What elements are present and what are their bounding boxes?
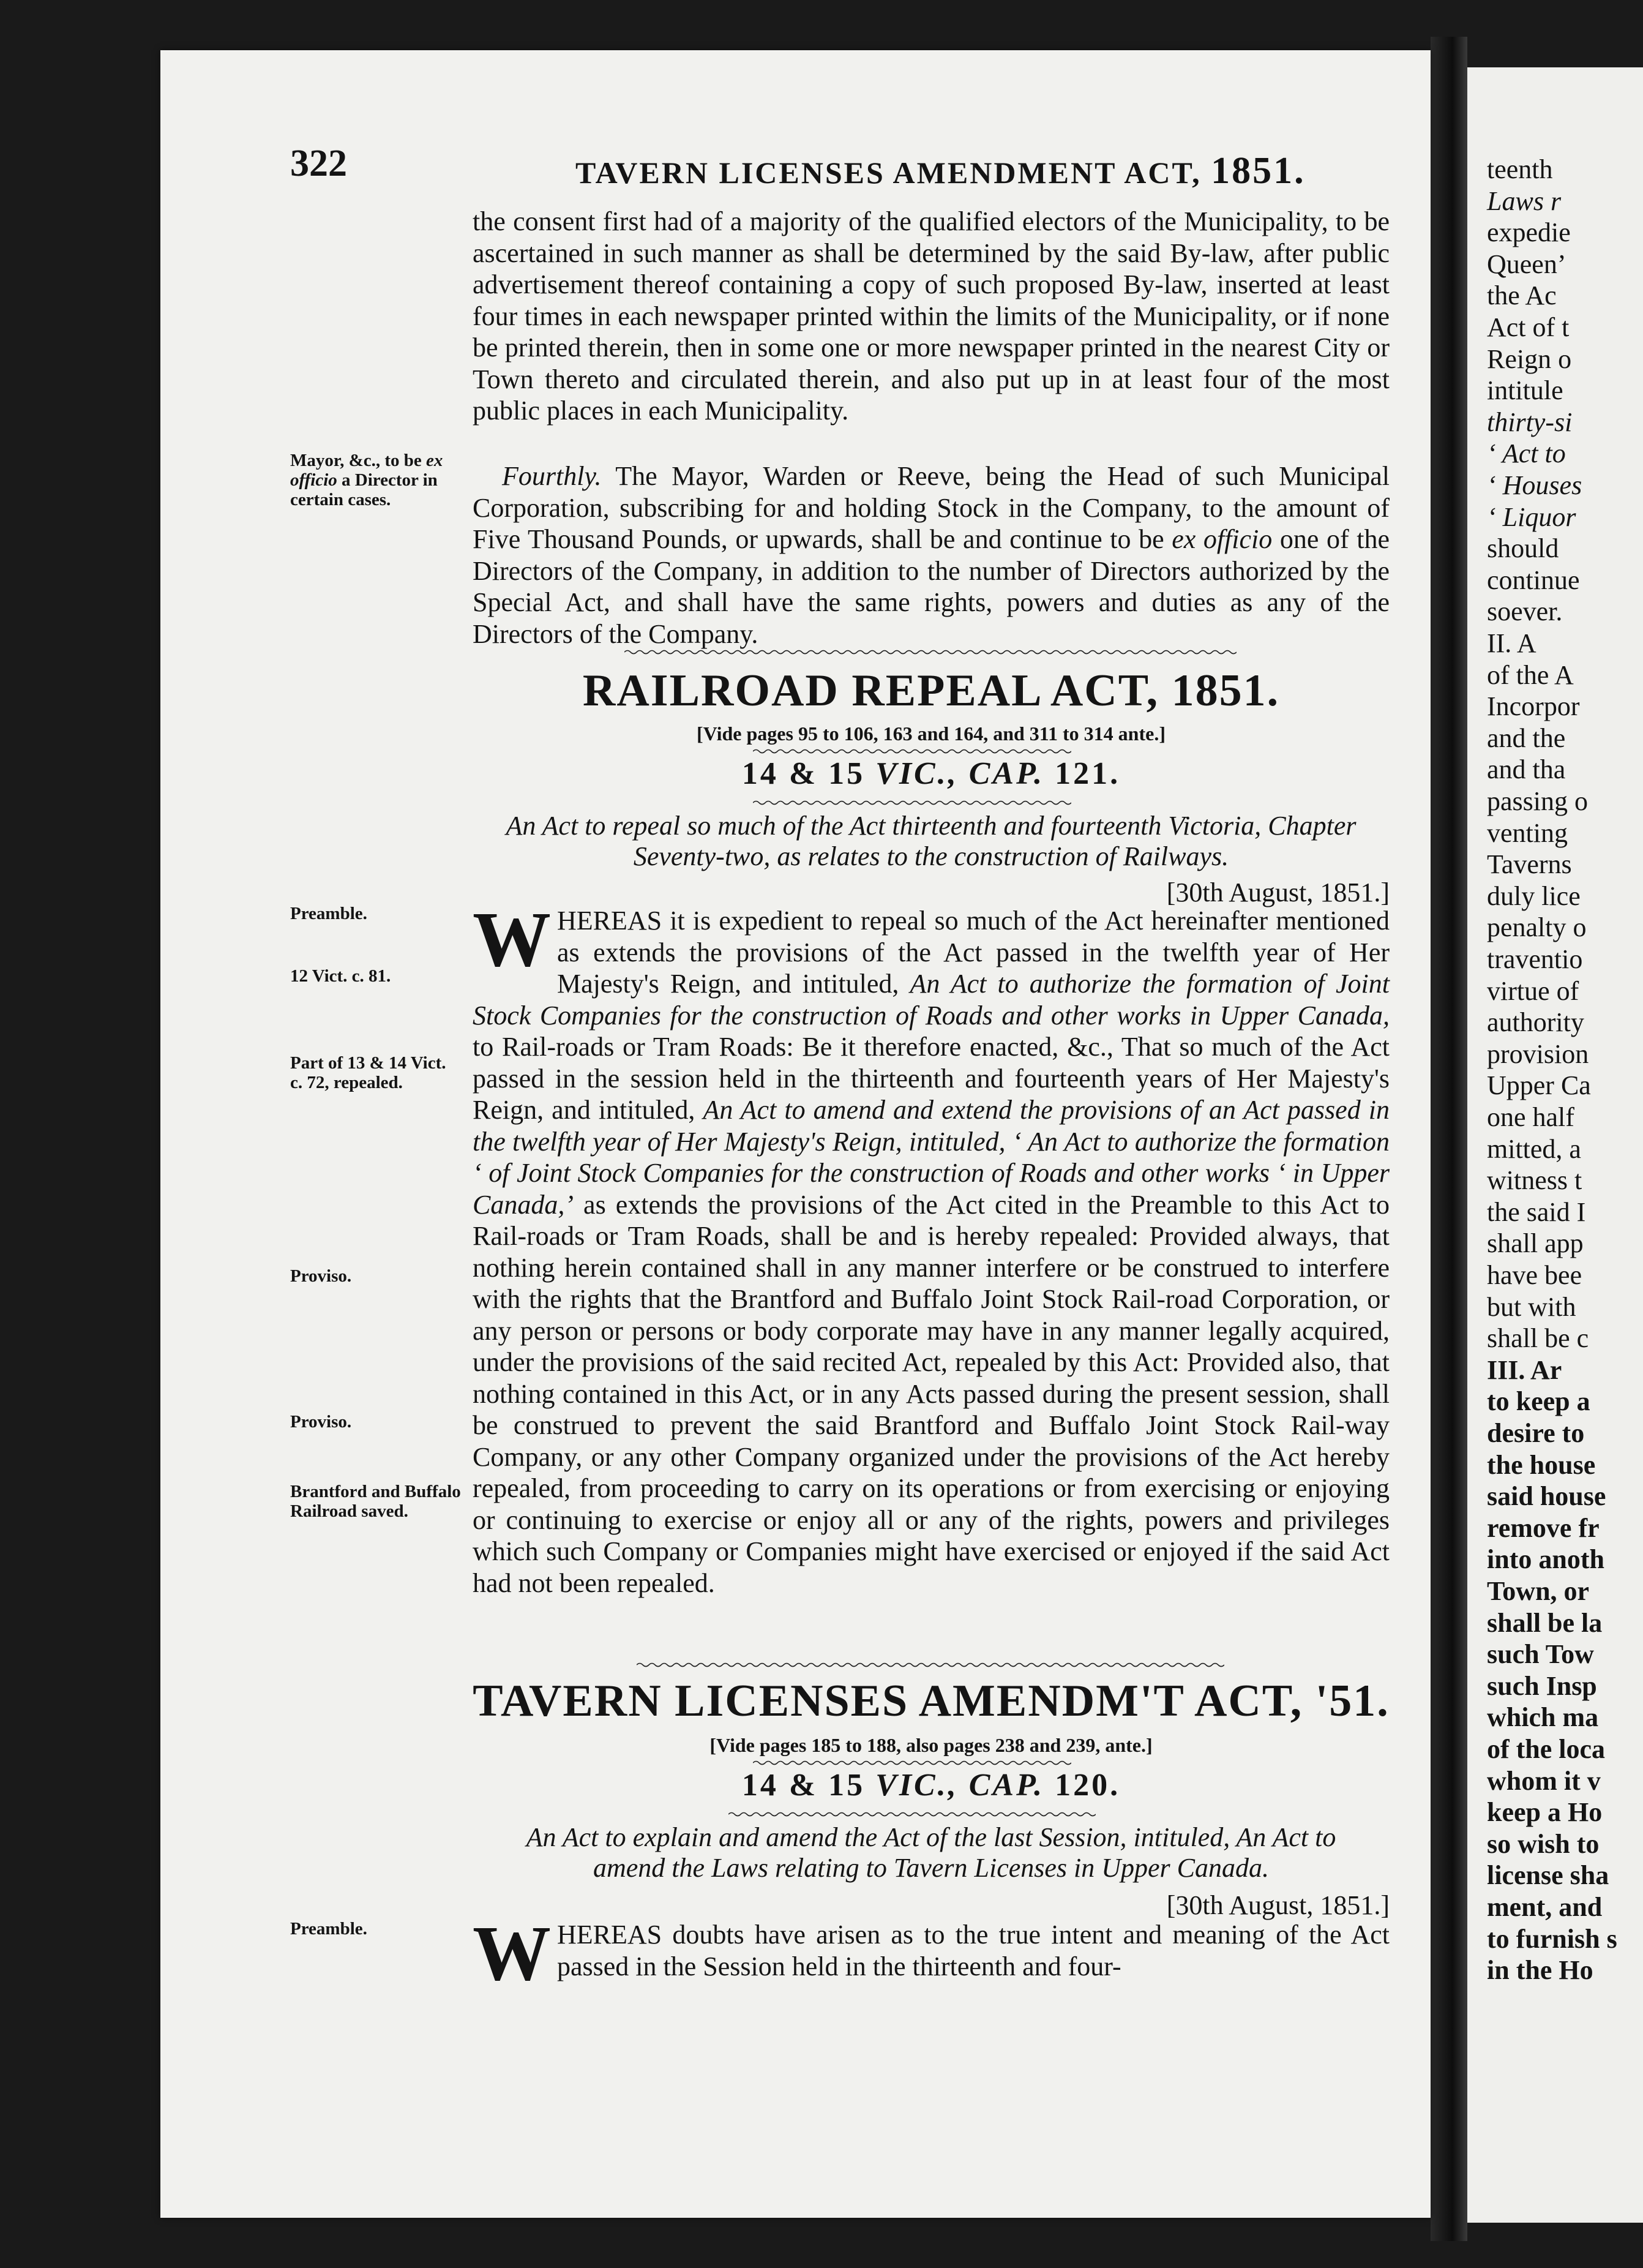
side-note-12-vict: 12 Vict. c. 81. xyxy=(290,966,391,986)
facing-page-line: continue xyxy=(1487,565,1580,595)
side-note-preamble: Preamble. xyxy=(290,1919,367,1939)
drop-cap: W xyxy=(473,1910,551,1997)
tavern-body-text: HEREAS doubts have arisen as to the true intent and meaning of the Act passed in the Session held in the thirteenth and four- xyxy=(557,1920,1390,1981)
tavern-date: [30th August, 1851.] xyxy=(1166,1890,1390,1920)
side-note-preamble: Preamble. xyxy=(290,904,367,923)
continued-paragraph-text: the consent first had of a majority of the qualified electors of the Municipality, to be ascertained in such manner as shall be determined by the said By-law, after public advertisement thereof containing a copy of such proposed By-law, inserted at least four times in each newspaper printed within the limits of the Municipality, or if none be printed therein, then in some one or more newspaper printed in the nearest City or Town thereto and circulated therein, and also put up in at least four of the most public places in each Municipality. xyxy=(473,206,1390,426)
facing-page-line: of the loca xyxy=(1487,1734,1606,1764)
fourthly-paragraph xyxy=(473,460,1390,650)
running-title: TAVERN LICENSES AMENDMENT ACT, 1851. xyxy=(575,150,1306,192)
facing-page-line: traventio xyxy=(1487,944,1583,974)
facing-page-line: III. Ar xyxy=(1487,1354,1562,1385)
facing-page-line: which ma xyxy=(1487,1702,1599,1733)
tavern-body xyxy=(473,1910,1390,1997)
facing-page-line: have bee xyxy=(1487,1260,1582,1290)
facing-page-line: II. A xyxy=(1487,628,1536,658)
facing-page-line: in the Ho xyxy=(1487,1955,1593,1986)
facing-page-line: shall be la xyxy=(1487,1607,1603,1638)
facing-page-line: Incorpor xyxy=(1487,691,1580,722)
railroad-chapter: 14 & 15 VIC., CAP. 121. xyxy=(741,756,1121,791)
facing-page-line: soever. xyxy=(1487,596,1563,627)
facing-page-line: to furnish s xyxy=(1487,1923,1617,1954)
railroad-date: [30th August, 1851.] xyxy=(1166,877,1390,907)
drop-cap: W xyxy=(473,896,551,983)
facing-page-line: remove fr xyxy=(1487,1512,1600,1543)
facing-page-line: so wish to xyxy=(1487,1828,1600,1859)
tavern-vide-note: [Vide pages 185 to 188, also pages 238 and 239, ante.] xyxy=(709,1734,1153,1756)
wavy-rule xyxy=(637,1662,1224,1668)
facing-page-line: ‘ Act to xyxy=(1487,438,1566,469)
facing-page-line: virtue of xyxy=(1487,975,1579,1006)
facing-page-line: desire to xyxy=(1487,1418,1585,1448)
facing-page-line: one half xyxy=(1487,1102,1574,1132)
facing-page-line: such Tow xyxy=(1487,1639,1594,1670)
facing-page-line: intitule xyxy=(1487,375,1563,406)
side-note-brantford: Brantford and Buffalo Railroad saved. xyxy=(290,1482,461,1521)
tavern-act-title: TAVERN LICENSES AMENDM'T ACT, '51. xyxy=(473,1676,1390,1726)
facing-page-line: Upper Ca xyxy=(1487,1070,1591,1101)
facing-page-line: shall app xyxy=(1487,1228,1584,1259)
fourthly-text: Fourthly. The Mayor, Warden or Reeve, being the Head of such Municipal Corporation, subscribing for and holding Stock in the Company, to the amount of Five Thousand Pounds, or upwards, shall be and continue to be ex officio one of the Directors of the Company, in addition to the number of Directors authorized by the Special Act, and shall have the same rights, powers and duties as any of the Directors of the Company. xyxy=(473,461,1390,649)
facing-page-line: ‘ Liquor xyxy=(1487,501,1576,532)
facing-page-line: ment, and xyxy=(1487,1892,1603,1922)
side-note-part-repealed: Part of 13 & 14 Vict. c. 72, repealed. xyxy=(290,1053,446,1092)
facing-page-line: the house xyxy=(1487,1449,1596,1480)
facing-page-line: penalty o xyxy=(1487,912,1587,943)
facing-page-line: the Ac xyxy=(1487,280,1557,311)
facing-page-line: Act of t xyxy=(1487,312,1570,342)
facing-page-line: Laws r xyxy=(1487,186,1562,216)
facing-page-line: such Insp xyxy=(1487,1670,1597,1701)
tavern-chapter: 14 & 15 VIC., CAP. 120. xyxy=(741,1768,1121,1803)
facing-page-line: of the A xyxy=(1487,659,1574,690)
facing-page-line: ‘ Houses xyxy=(1487,470,1582,500)
facing-page-line: shall be c xyxy=(1487,1323,1589,1354)
facing-page-line: said house xyxy=(1487,1481,1606,1512)
facing-page-line: should xyxy=(1487,533,1559,564)
facing-page-line: passing o xyxy=(1487,786,1588,816)
facing-page-line: Town, or xyxy=(1487,1576,1590,1606)
continued-paragraph xyxy=(473,206,1390,427)
facing-page-line: and tha xyxy=(1487,754,1566,785)
facing-page-line: expedie xyxy=(1487,217,1571,248)
wavy-rule xyxy=(728,1811,1096,1817)
facing-page-line: thirty-si xyxy=(1487,407,1573,437)
railroad-vide-note: [Vide pages 95 to 106, 163 and 164, and 311 to 314 ante.] xyxy=(697,723,1166,745)
side-note-proviso: Proviso. xyxy=(290,1412,352,1432)
railroad-body-text: HEREAS it is expedient to repeal so much of the Act hereinafter mentioned as extends the provisions of the Act passed in the twelfth year of Her Majesty's Reign, and intituled, An Act to authorize the formation of Joint Stock Companies for the construction of Roads and other works in Upper Canada, to Rail-roads or Tram Roads: Be it therefore enacted, &c., That so much of the Act passed in the session held in the thirteenth and fourteenth years of Her Majesty's Reign, and intituled, An Act to amend and extend the provisions of an Act passed in the twelfth year of Her Majesty's Reign, intituled, ‘ An Act to authorize the formation ‘ of Joint Stock Companies for the construction of Roads and other works ‘ in Upper Canada,’ as extends the provisions of the Act cited in the Preamble to this Act to Rail-roads or Tram Roads, shall be and is hereby repealed: Provided always, that nothing herein contained shall in any manner interfere or be construed to interfere with the rights that the Brantford and Buffalo Joint Stock Rail-road Corporation, or any person or persons or body corporate may have in any manner legally acquired, under the provisions of the said recited Act, repealed by this Act: Provided also, that nothing contained in this Act, or in any Acts passed during the present session, shall be construed to prevent the said Brantford and Buffalo Joint Stock Rail-way Company, or any other Company organized under the provisions of the Act hereby repealed, from proceeding to carry on its operations or from exercising or enjoying or continuing to exercise or enjoy all or any of the rights, powers and privileges which such Company or Companies might have exercised or enjoyed if the said Act had not been repealed. xyxy=(473,906,1390,1598)
facing-page-line: the said I xyxy=(1487,1196,1586,1227)
facing-page-line: Reign o xyxy=(1487,344,1572,374)
facing-page-line: and the xyxy=(1487,723,1566,753)
facing-page-line: into anoth xyxy=(1487,1544,1604,1575)
facing-page-line: to keep a xyxy=(1487,1386,1590,1417)
railroad-description: An Act to repeal so much of the Act thirteenth and fourteenth Victoria, Chapter Seventy-two, as relates to the construction of Railways. xyxy=(506,811,1357,871)
running-head xyxy=(290,142,1392,191)
facing-page-line: provision xyxy=(1487,1038,1589,1069)
facing-page-line: Taverns xyxy=(1487,849,1572,880)
side-note-mayor: Mayor, &c., to be ex officio a Director in certain cases. xyxy=(290,451,443,509)
wavy-rule xyxy=(753,800,1071,806)
facing-page-line: license sha xyxy=(1487,1860,1609,1891)
railroad-body xyxy=(473,896,1390,1599)
facing-page-line: keep a Ho xyxy=(1487,1797,1603,1828)
facing-page-line: venting xyxy=(1487,817,1568,848)
facing-page-line: but with xyxy=(1487,1291,1576,1322)
facing-page-line: whom it v xyxy=(1487,1765,1601,1796)
facing-page-line: mitted, a xyxy=(1487,1133,1581,1164)
facing-page-line: teenth xyxy=(1487,154,1553,184)
side-note-proviso: Proviso. xyxy=(290,1266,352,1286)
facing-page-line: authority xyxy=(1487,1007,1584,1038)
wavy-rule xyxy=(753,748,1071,754)
facing-page-fragment xyxy=(1467,67,1643,2223)
railroad-act-title: RAILROAD REPEAL ACT, 1851. xyxy=(582,666,1280,716)
book-gutter xyxy=(1431,37,1467,2241)
wavy-rule xyxy=(753,1760,1071,1766)
tavern-description: An Act to explain and amend the Act of the last Session, intituled, An Act to amend the Laws relating to Tavern Licenses in Upper Canada. xyxy=(526,1822,1336,1883)
wavy-rule xyxy=(624,649,1237,655)
facing-page-line: Queen’ xyxy=(1487,249,1566,279)
facing-page-line: duly lice xyxy=(1487,881,1581,911)
facing-page-line: witness t xyxy=(1487,1165,1582,1196)
page-number: 322 xyxy=(290,143,347,184)
